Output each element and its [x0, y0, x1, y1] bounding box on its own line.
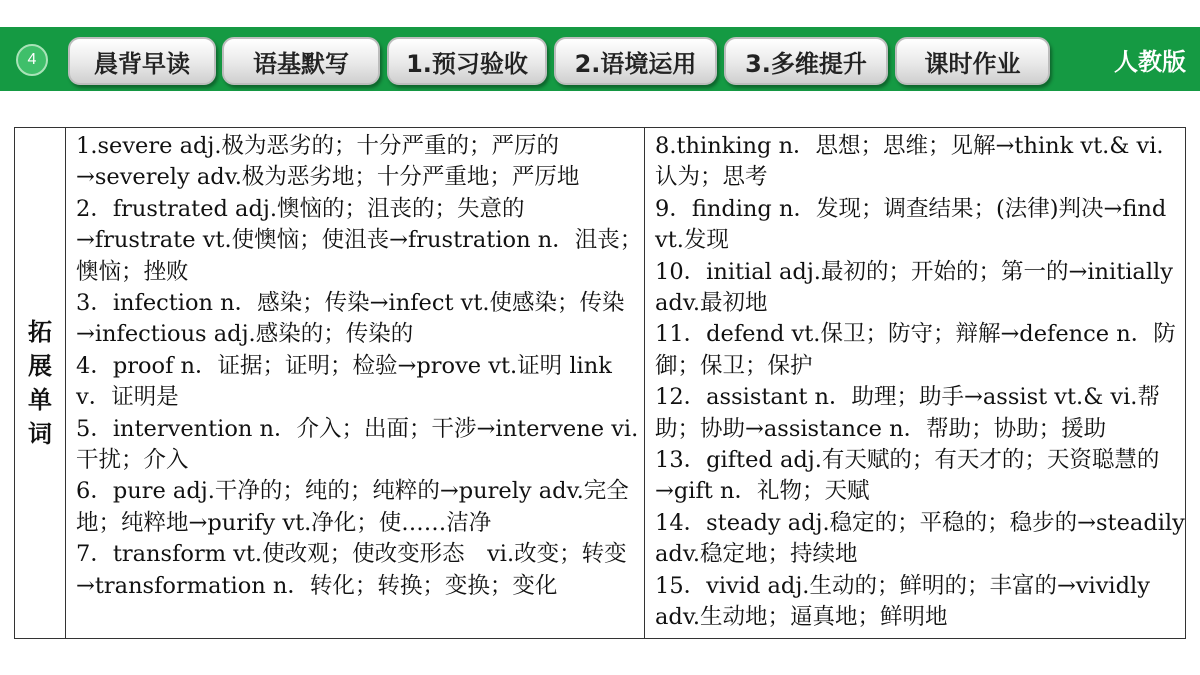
entry-2: 2．frustrated adj.懊恼的；沮丧的；失意的→frustrate vt.使懊恼；使沮丧→frustration n．沮丧；懊恼；挫败 [76, 195, 643, 285]
tab-homework[interactable]: 课时作业 [895, 37, 1050, 85]
entry-13: 13．gifted adj.有天赋的；有天才的；天资聪慧的→gift n．礼物；天赋 [655, 447, 1160, 505]
right-column [645, 128, 1186, 639]
side-cell [15, 128, 66, 639]
entry-8: 8.thinking n．思想；思维；见解→think vt.& vi.认为；思考 [655, 133, 1164, 191]
left-column [66, 128, 645, 639]
entry-9: 9．finding n．发现；调查结果；(法律)判决→find vt.发现 [655, 195, 1167, 254]
section-label: 拓展单词 [28, 318, 52, 448]
entry-14: 14．steady adj.稳定的；平稳的；稳步的→steadily adv.稳定地；持续地 [655, 509, 1185, 568]
entry-1: 1.severe adj.极为恶劣的；十分严重的；严厉的→severely adv.极为恶劣地；十分严重地；严厉地 [76, 133, 580, 191]
tab-morning-reading[interactable]: 晨背早读 [68, 37, 216, 85]
entry-5: 5．intervention n．介入；出面；干涉→intervene vi.干扰；介入 [76, 415, 639, 474]
tab-context-use[interactable]: 2.语境运用 [554, 37, 717, 85]
entry-10: 10．initial adj.最初的；开始的；第一的→initially adv.最初地 [655, 258, 1173, 317]
entry-6: 6．pure adj.干净的；纯的；纯粹的→purely adv.完全地；纯粹地→purify vt.净化；使……洁净 [76, 478, 629, 536]
publisher-brand: 人教版 [1114, 47, 1186, 76]
entry-11: 11．defend vt.保卫；防守；辩解→defence n．防御；保卫；保护 [655, 321, 1176, 379]
entry-3: 3．infection n．感染；传染→infect vt.使感染；传染→infectious adj.感染的；传染的 [76, 290, 625, 348]
tab-preview-check[interactable]: 1.预习验收 [387, 37, 547, 85]
entry-4: 4．proof n．证据；证明；检验→prove vt.证明 link v．证明是 [76, 352, 612, 411]
entry-15: 15．vivid adj.生动的；鲜明的；丰富的→vividly adv.生动地；逼真地；鲜明地 [655, 572, 1150, 631]
entry-7: 7．transform vt.使改观；使改变形态 vi.改变；转变→transformation n．转化；转换；变换；变化 [76, 541, 627, 599]
right-entries [645, 128, 1185, 634]
vocab-table [14, 127, 1186, 639]
tab-basic-dictation[interactable]: 语基默写 [222, 37, 380, 85]
left-entries [66, 128, 644, 602]
entry-12: 12．assistant n．助理；助手→assist vt.& vi.帮助；协助→assistance n．帮助；协助；援助 [655, 384, 1160, 442]
tab-multi-improve[interactable]: 3.多维提升 [724, 37, 888, 85]
page-number-badge: 4 [16, 44, 48, 76]
